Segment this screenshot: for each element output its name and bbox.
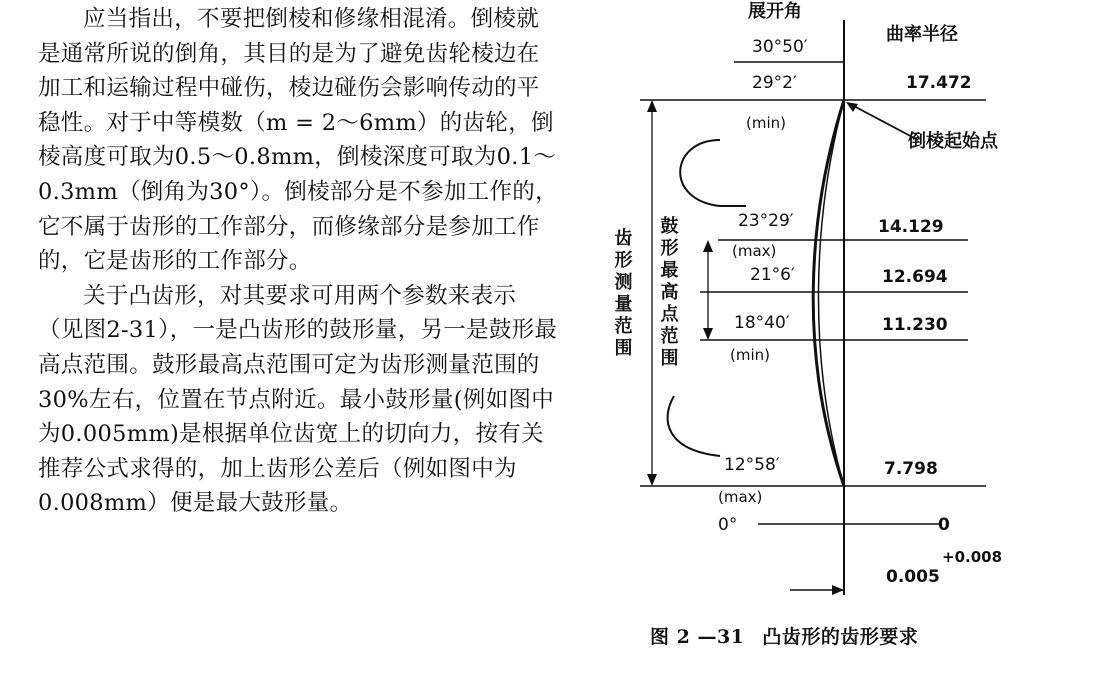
angle-label-3: 21°6′ <box>750 265 795 285</box>
measure-range-arrow-bottom <box>647 474 657 486</box>
header-radius: 曲率半径 <box>886 24 958 45</box>
header-angle: 展开角 <box>748 1 802 22</box>
caption-title: 凸齿形的齿形要求 <box>762 626 919 648</box>
start-point-label: 倒棱起始点 <box>908 131 998 152</box>
paragraph-chamfer: 应当指出，不要把倒棱和修缘相混淆。倒棱就是通常所说的倒角，其目的是为了避免齿轮棱边在加工和运输过程中碰伤，棱边碰伤会影响传动的平稳性。对于中等模数（m = 2～6mm）的齿轮，倒棱高度可取为0.5～0.8mm，倒棱深度可取为0.1～0.3mm（倒角为30°）。倒棱部分是不参加工作的，它不属于齿形的工作部分，而修缘部分是参加工作的，它是齿形的工作部分。 <box>38 6 558 275</box>
angle-label-0: 30°50′ <box>752 37 808 57</box>
peak-range-arrow-top <box>703 240 713 252</box>
tooth-sketch-bottom <box>668 396 720 456</box>
marker-max-peak: (max) <box>732 242 777 260</box>
measure-range-label: 齿形测量范围 <box>611 228 633 360</box>
tolerance-label: +0.008 <box>942 548 1003 566</box>
marker-max-bottom: (max) <box>718 488 763 506</box>
radius-label-2: 12.694 <box>882 267 948 287</box>
body-text-column <box>38 2 558 521</box>
profile-curve-inner <box>818 100 844 486</box>
marker-min-peak: (min) <box>730 346 770 364</box>
peak-range-label: 鼓形最高点范围 <box>657 216 679 370</box>
crown-dimension-arrow <box>832 585 844 595</box>
radius-label-5: 0 <box>938 515 950 535</box>
angle-label-2: 23°29′ <box>738 211 794 231</box>
radius-label-0: 17.472 <box>906 73 972 93</box>
caption-number: 图 2 —31 <box>650 626 745 648</box>
figure-2-31 <box>600 0 1118 688</box>
tooth-sketch-top <box>680 140 746 206</box>
radius-label-1: 14.129 <box>878 217 944 237</box>
angle-label-6: 0° <box>718 515 738 535</box>
radius-label-3: 11.230 <box>882 315 948 335</box>
radius-label-4: 7.798 <box>884 459 938 479</box>
profile-diagram <box>600 0 1118 688</box>
paragraph-convex-profile: 关于凸齿形，对其要求可用两个参数来表示（见图2-31），一是凸齿形的鼓形量，另一是鼓形最高点范围。鼓形最高点范围可定为齿形测量范围的30%左右，位置在节点附近。最小鼓形量(例如图中为0.005mm)是根据单位齿宽上的切向力，按有关推荐公式求得的，加上齿形公差后（例如图中为0.008mm）便是最大鼓形量。 <box>38 282 558 517</box>
marker-min-top: (min) <box>746 114 786 132</box>
measure-range-arrow-top <box>647 100 657 112</box>
figure-caption <box>650 622 936 649</box>
peak-range-arrow-bottom <box>703 328 713 340</box>
angle-label-5: 12°58′ <box>724 455 780 475</box>
angle-label-1: 29°2′ <box>752 73 797 93</box>
angle-label-4: 18°40′ <box>734 313 790 333</box>
min-crown-label: 0.005 <box>886 567 940 587</box>
